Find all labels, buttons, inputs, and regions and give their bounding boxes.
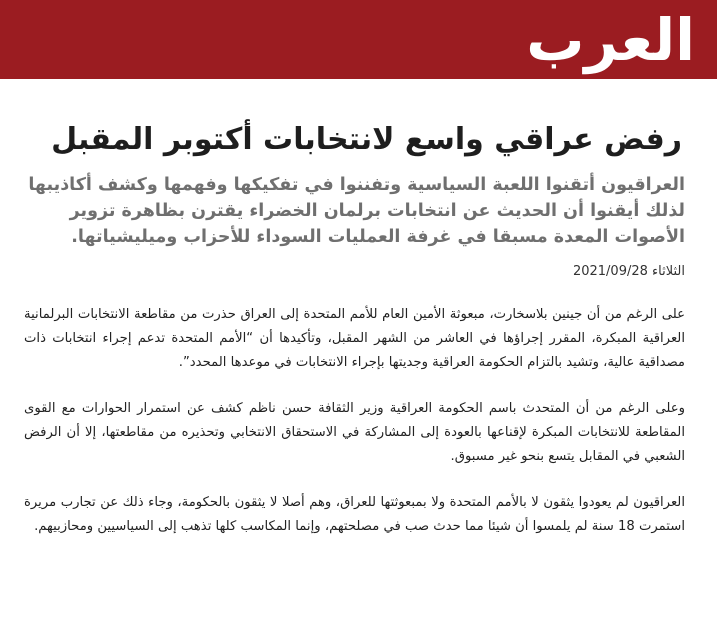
- site-logo[interactable]: العرب: [526, 6, 695, 74]
- publish-date: 2021/09/28: [572, 264, 648, 279]
- article-date: [22, 264, 685, 279]
- article-paragraph: وعلى الرغم من أن المتحدث باسم الحكومة العراقية وزير الثقافة حسن ناظم كشف عن استمرار الحوارات مع القوى المقاطعة للانتخابات المبكرة لإقناعها بالعودة إلى المشاركة في الاستحقاق الانتخابي وتحذيره من مقاطعتها، إلا أن الرفض الشعبي في المقابل يتسع بنحو غير مسبوق.: [24, 401, 685, 464]
- publish-day: الثلاثاء: [652, 264, 685, 279]
- article-subtitle: العراقيون أتقنوا اللعبة السياسية وتفننوا في تفكيكها وفهمها وكشف أكاذيبها لذلك أيقنوا أن الحديث عن انتخابات برلمان الخضراء يقترن بظاهرة تزوير الأصوات المعدة مسبقا في غرفة العمليات السوداء للأحزاب وميليشياتها.: [28, 175, 685, 247]
- site-header: [0, 0, 717, 79]
- article: [22, 118, 695, 561]
- article-body: [22, 303, 695, 539]
- article-paragraph: العراقيون لم يعودوا يثقون لا بالأمم المتحدة ولا بمبعوثتها للعراق، وهم أصلا لا يثقون بالحكومة، وجاء ذلك عن تجارب مريرة استمرت 18 سنة لم يلمسوا أن شيئا مما حدث صب في مصلحتهم، وإنما المكاسب كلها تذهب إلى السياسيين ومحازبيهم.: [24, 495, 685, 534]
- article-headline: رفض عراقي واسع لانتخابات أكتوبر المقبل: [51, 122, 682, 157]
- article-paragraph: على الرغم من أن جينين بلاسخارت، مبعوثة الأمين العام للأمم المتحدة إلى العراق حذرت من مقاطعة الانتخابات البرلمانية العراقية المبكرة، المقرر إجراؤها في العاشر من الشهر المقبل، وتأكيدها أن “الأمم المتحدة تدعم إجراء انتخابات ذات مصداقية عالية، وتشيد بالتزام الحكومة العراقية وجديتها بإجراء الانتخابات في موعدها المحدد”.: [24, 307, 685, 370]
